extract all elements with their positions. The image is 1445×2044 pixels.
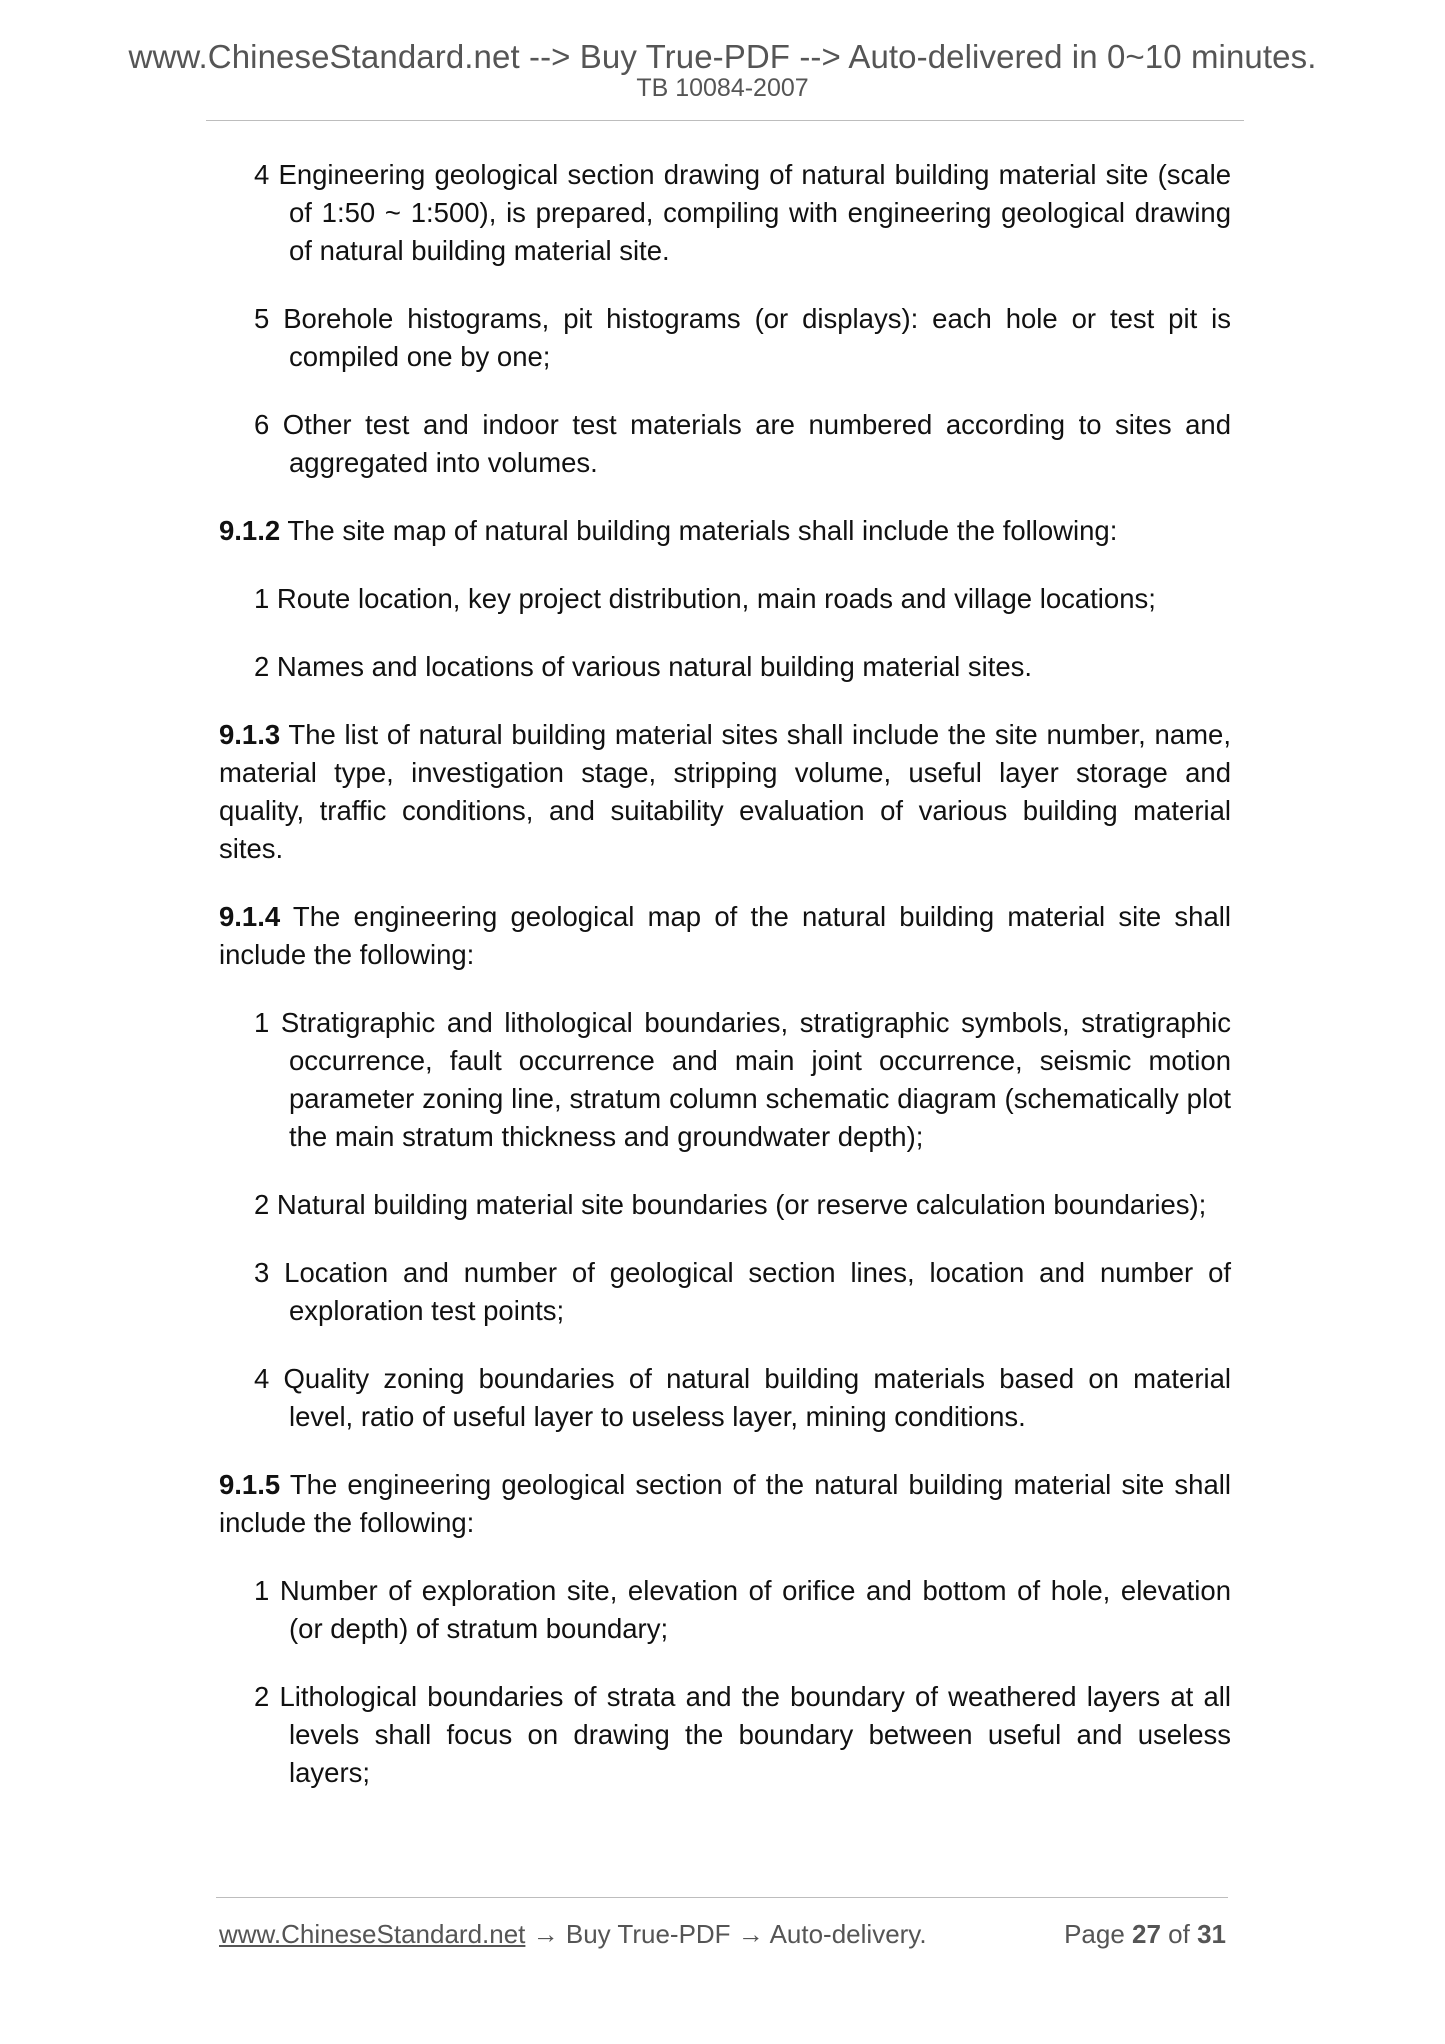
clause-text: The site map of natural building materials shall include the following: [280, 515, 1118, 546]
page-label: Page [1064, 1919, 1133, 1949]
list-item: 1 Number of exploration site, elevation of orifice and bottom of hole, elevation (or depth) of stratum boundary; [254, 1575, 1231, 1644]
document-body [219, 156, 1231, 1822]
page-indicator [1064, 1919, 1226, 1950]
list-item: 1 Route location, key project distribution, main roads and village locations; [254, 583, 1156, 614]
clause-number: 9.1.3 [219, 719, 281, 750]
list-item: 4 Engineering geological section drawing of natural building material site (scale of 1:50 ~ 1:500), is prepared, compiling with engineering geological drawing of natural building material site. [254, 159, 1231, 266]
header-banner: www.ChineseStandard.net --> Buy True-PDF --> Auto-delivered in 0~10 minutes. [128, 38, 1317, 75]
clause-text: The engineering geological section of the natural building material site shall include the following: [219, 1469, 1231, 1538]
clause-9-1-4 [219, 898, 1231, 974]
page-of: of [1160, 1919, 1198, 1949]
clause-text: The list of natural building material sites shall include the site number, name, material type, investigation stage, stripping volume, useful layer storage and quality, traffic conditions, and suitability evaluation of various building material sites. [219, 719, 1231, 864]
page-current: 27 [1132, 1919, 1161, 1949]
clause-9-1-3 [219, 716, 1231, 868]
clause-number: 9.1.4 [219, 901, 281, 932]
clause-9-1-5 [219, 1466, 1231, 1542]
page-total: 31 [1197, 1919, 1226, 1949]
list-item: 4 Quality zoning boundaries of natural building materials based on material level, ratio of useful layer to useless layer, mining conditions. [254, 1363, 1231, 1432]
clause-9-1-2 [219, 512, 1231, 550]
document-code: TB 10084-2007 [636, 74, 809, 102]
footer-divider [216, 1897, 1228, 1898]
footer-site-link[interactable]: www.ChineseStandard.net [219, 1919, 526, 1949]
list-item: 2 Names and locations of various natural building material sites. [254, 651, 1033, 682]
clause-text: The engineering geological map of the natural building material site shall include the following: [219, 901, 1231, 970]
list-item: 5 Borehole histograms, pit histograms (or displays): each hole or test pit is compiled one by one; [254, 303, 1231, 372]
clause-number: 9.1.5 [219, 1469, 281, 1500]
list-item: 3 Location and number of geological section lines, location and number of exploration test points; [254, 1257, 1231, 1326]
footer-promo [219, 1919, 927, 1950]
clause-number: 9.1.2 [219, 515, 281, 546]
list-item: 6 Other test and indoor test materials are numbered according to sites and aggregated into volumes. [254, 409, 1231, 478]
header-divider [206, 120, 1244, 121]
list-item: 2 Natural building material site boundaries (or reserve calculation boundaries); [254, 1189, 1207, 1220]
list-item: 2 Lithological boundaries of strata and the boundary of weathered layers at all levels shall focus on drawing the boundary between useful and useless layers; [254, 1681, 1231, 1788]
footer-tagline: → Buy True-PDF → Auto-delivery. [525, 1919, 927, 1949]
list-item: 1 Stratigraphic and lithological boundaries, stratigraphic symbols, stratigraphic occurrence, fault occurrence and main joint occurrence, seismic motion parameter zoning line, stratum column schematic diagram (schematically plot the main stratum thickness and groundwater depth); [254, 1007, 1231, 1152]
